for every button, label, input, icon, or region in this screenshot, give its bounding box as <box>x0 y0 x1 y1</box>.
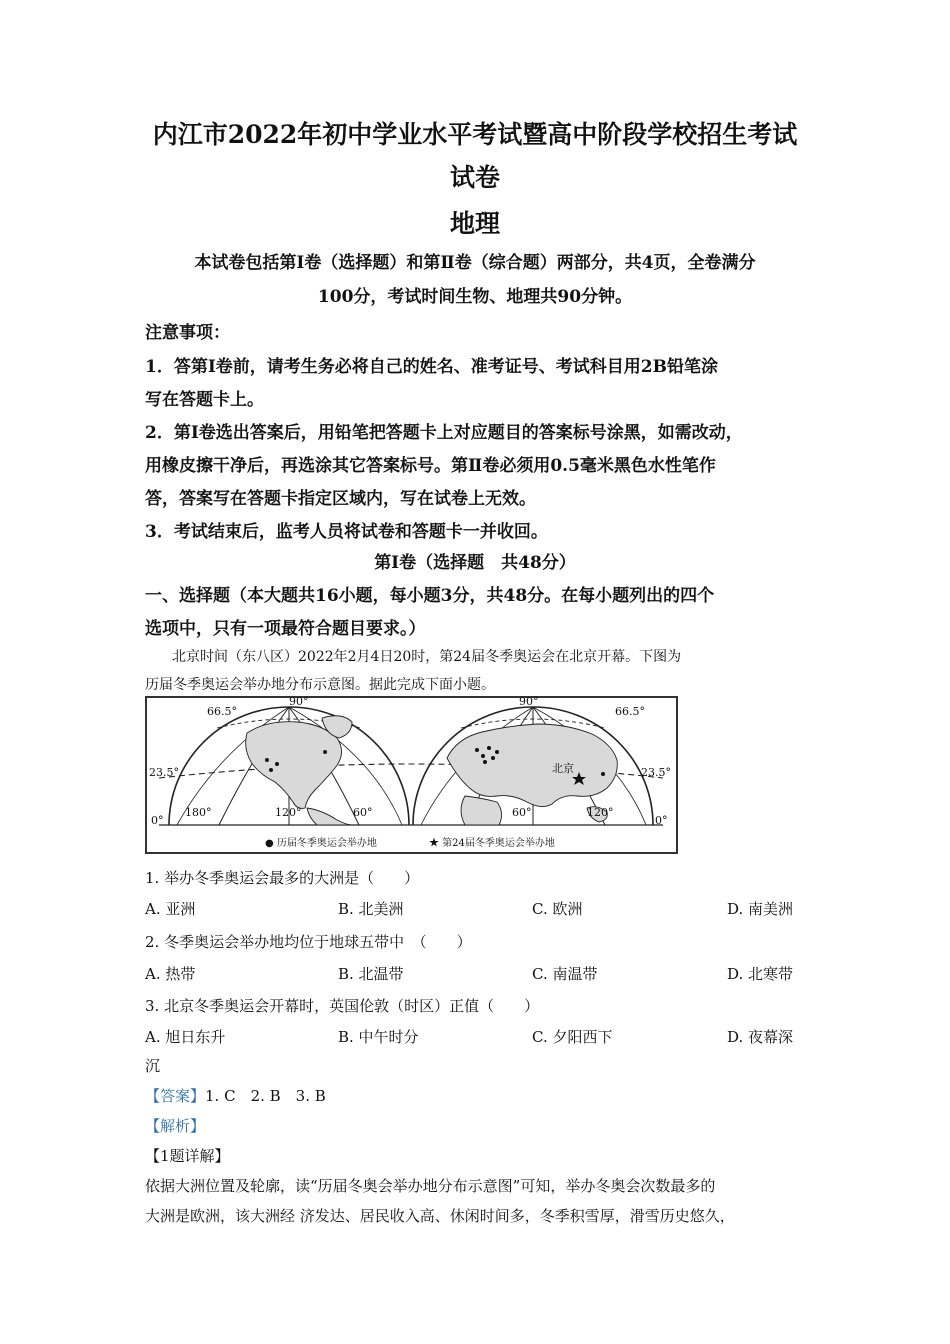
part-instruction: 选项中，只有一项最符合题目要求。） <box>145 619 426 639</box>
label-180: 180° <box>185 806 212 819</box>
part-instruction: 一、选择题（本大题共16小题，每小题3分，共48分。在每小题列出的四个 <box>145 586 715 606</box>
label-23-5-west: 23.5° <box>149 766 179 779</box>
label-23-5-east: 23.5° <box>641 766 671 779</box>
label-120-west: 120° <box>275 806 302 819</box>
note-line: 用橡皮擦干净后，再选涂其它答案标号。第Ⅱ卷必须用0.5毫米黑色水性笔作 <box>145 456 716 476</box>
label-0-west: 0° <box>151 814 164 827</box>
question-3-option-b: B. 中午时分 <box>338 1028 419 1046</box>
label-66-5-west: 66.5° <box>207 705 237 718</box>
subject-title: 地理 <box>449 209 500 238</box>
intro-line: 100分，考试时间生物、地理共90分钟。 <box>317 287 633 307</box>
question-3-option-d: D. 夜幕深 <box>727 1028 794 1046</box>
exam-title-continued: 试卷 <box>449 163 500 192</box>
question-1-option-c: C. 欧洲 <box>532 900 583 918</box>
label-60-east: 60° <box>512 806 532 819</box>
exam-title: 内江市2022年初中学业水平考试暨高中阶段学校招生考试 <box>152 120 798 149</box>
legend-host-cities: ● 历届冬季奥运会举办地 <box>265 838 377 849</box>
question-3-option-d-wrap: 沉 <box>145 1057 161 1075</box>
note-line: 2．第Ⅰ卷选出答案后，用铅笔把答题卡上对应题目的答案标号涂黑，如需改动， <box>145 423 743 443</box>
label-66-5-east: 66.5° <box>615 705 645 718</box>
hemisphere-map-svg <box>147 698 676 852</box>
analysis-tag: 【解析】 <box>145 1117 206 1135</box>
note-line: 3．考试结束后，监考人员将试卷和答题卡一并收回。 <box>145 522 548 542</box>
question-3-stem: 3. 北京冬季奥运会开幕时，英国伦敦（时区）正值（ ） <box>145 997 540 1015</box>
analysis-subheading: 【1题详解】 <box>145 1147 230 1165</box>
intro-line: 本试卷包括第Ⅰ卷（选择题）和第Ⅱ卷（综合题）两部分，共4页，全卷满分 <box>194 253 756 273</box>
question-2-option-b: B. 北温带 <box>338 965 404 983</box>
question-2-option-c: C. 南温带 <box>532 965 598 983</box>
label-90-west: 90° <box>289 695 309 708</box>
passage-line: 历届冬季奥运会举办地分布示意图。据此完成下面小题。 <box>145 677 495 693</box>
answer-text: 1. C 2. B 3. B <box>205 1087 326 1105</box>
label-60-west: 60° <box>353 806 373 819</box>
question-1-option-b: B. 北美洲 <box>338 900 404 918</box>
note-line: 写在答题卡上。 <box>145 390 264 410</box>
label-0-east: 0° <box>655 814 668 827</box>
section-title: 第Ⅰ卷（选择题 共48分） <box>374 553 576 573</box>
passage-line: 北京时间（东八区）2022年2月4日20时，第24届冬季奥运会在北京开幕。下图为 <box>172 649 682 665</box>
analysis-line: 依据大洲位置及轮廓，读“历届冬奥会举办地分布示意图”可知，举办冬奥会次数最多的 <box>145 1177 716 1195</box>
question-1-stem: 1. 举办冬季奥运会最多的大洲是（ ） <box>145 869 420 887</box>
note-line: 1．答第Ⅰ卷前，请考生务必将自己的姓名、准考证号、考试科目用2B铅笔涂 <box>145 357 718 377</box>
question-1-option-a: A. 亚洲 <box>145 900 196 918</box>
label-120-east: 120° <box>587 806 614 819</box>
question-1-option-d: D. 南美洲 <box>727 900 794 918</box>
analysis-line: 大洲是欧洲，该大洲经 济发达、居民收入高、休闲时间多，冬季积雪厚，滑雪历史悠久， <box>145 1207 735 1225</box>
answer-line <box>145 1085 326 1106</box>
legend-24th-host: ★ 第24届冬季奥运会举办地 <box>429 838 555 849</box>
question-2-stem: 2. 冬季奥运会举办地均位于地球五带中 （ ） <box>145 933 472 951</box>
question-3-option-a: A. 旭日东升 <box>145 1028 226 1046</box>
question-3-option-c: C. 夕阳西下 <box>532 1028 613 1046</box>
question-2-option-a: A. 热带 <box>145 965 196 983</box>
label-90-east: 90° <box>519 695 539 708</box>
note-line: 答，答案写在答题卡指定区域内，写在试卷上无效。 <box>145 489 536 509</box>
winter-olympics-map <box>145 696 678 854</box>
label-beijing: 北京 <box>552 762 574 775</box>
answer-tag: 【答案】 <box>145 1087 206 1105</box>
question-2-option-d: D. 北寒带 <box>727 965 794 983</box>
notes-heading: 注意事项： <box>145 323 230 343</box>
